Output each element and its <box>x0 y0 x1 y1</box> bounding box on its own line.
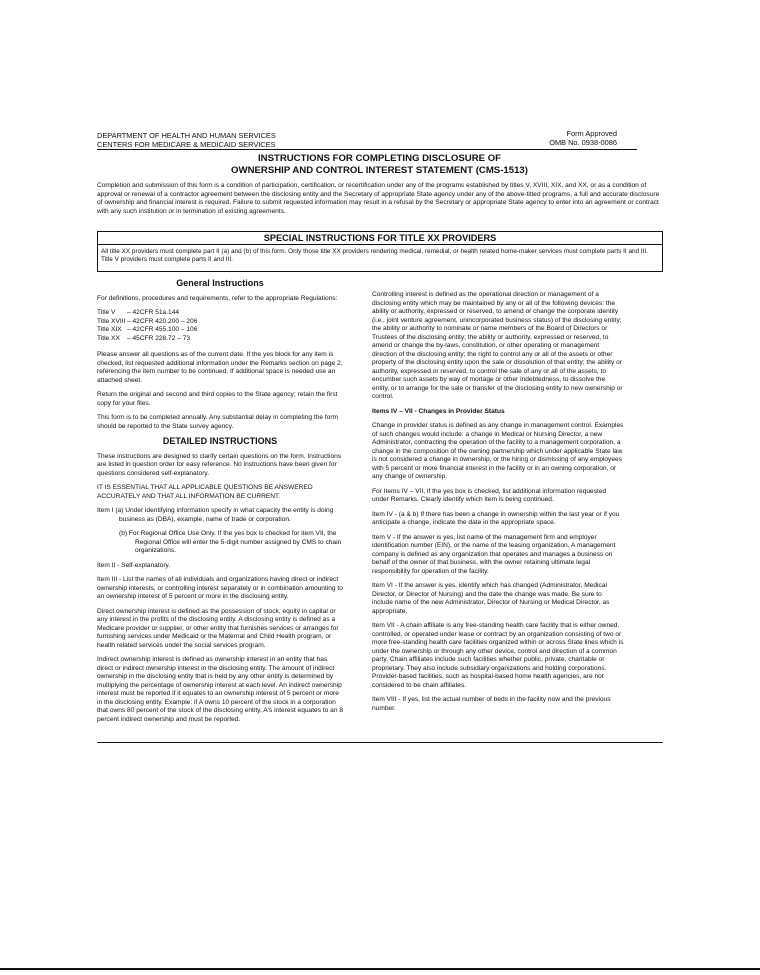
special-instructions-text: All title XX providers must complete part II (a) and (b) of this form. Only those title XX providers rendering medical, remedial, or health related home-maker services must complete parts II and III. Title V providers must complete parts II and III. <box>101 248 648 264</box>
item-2: Item II - Self-explanatory. <box>97 561 171 569</box>
intro-paragraph: Completion and submission of this form is a condition of participation, certification, or recertification under any of the programs established by titles V, XVIII, XIX, and XX, or as a condition of approval or renewal of a contractor agreement between the disclosing entity and the Secretary of appropriate State agency under any of the above-titled programs, a full and accurate disclosure of ownership and financial interest is required. Failure to submit requested information may result in a refusal by the Secretary or appropriate State agency to enter into an agreement or contract with any such institution or in termination of existing agreements. <box>97 182 660 215</box>
reg-title: Title V <box>97 309 116 316</box>
annual-paragraph: This form is to be completed annually. Any substantial delay in completing the form should be reported to the State survey agency. <box>97 414 339 430</box>
item-4: Item IV - (a & b) If there has been a change in ownership within the last year or if you anticipate a change, indicate the date in the appropriate space. <box>372 510 620 526</box>
item-1a: Item I (a) Under identifying information specify in what capacity the entity is doing business as (DBA), example, name of trade or corporation. <box>97 507 334 523</box>
special-instructions-box <box>97 231 663 272</box>
reg-cfr: – 42CFR 420.200 – 206 <box>127 317 198 325</box>
page-bottom-edge <box>0 968 760 970</box>
item-6: Item VI - If the answer is yes, identify which has changed (Administrator, Medical Director, or Director of Nursing) and the date the change was made. Be sure to include name of the new Administrator, Director of Nursing or Medical Director, as appropriate. <box>372 582 610 615</box>
right-column <box>372 291 624 719</box>
title-line-1: INSTRUCTIONS FOR COMPLETING DISCLOSURE OF <box>257 153 502 164</box>
definitions-paragraph: For definitions, procedures and requirements, refer to the appropriate Regulations: <box>97 294 338 302</box>
for-items-paragraph: For Items IV – VII, if the yes box is checked, list additional information requested under Remarks. Clearly identify which item is being continued. <box>372 487 607 503</box>
detailed-paragraph: These instructions are designed to clarify certain questions on the form. Instructions are listed in question order for easy reference. No instructions have been given for questions considered self-explanatory. <box>97 452 342 477</box>
special-instructions-title: SPECIAL INSTRUCTIONS FOR TITLE XX PROVIDERS <box>98 233 662 245</box>
change-status-paragraph: Change in provider status is defined as any change in management control. Examples of such changes would include: a change in Medical or Nursing Director, a new Administrator, contracting the operation of the facility to a management corporation, a change in the composition of the owning partnership which under applicable State law is not considered a change in ownership, or the hiring or dismissing of any employees with 5 percent or more financial interest in the facility or in an owning corporation, or any change of ownership. <box>372 422 624 480</box>
reg-cfr: – 42CFR 455.100 – 106 <box>127 326 198 333</box>
omb-number: OMB No. 0938-0086 <box>549 138 617 147</box>
item-3: Item III - List the names of all individuals and organizations having direct or indirect ownership interests, or controlling interest separately or in combination amounting to an ownership interest of 5 percent or more in the disclosing entity. <box>97 576 343 600</box>
centers-name: CENTERS FOR MEDICARE & MEDICAID SERVICES <box>97 140 637 150</box>
changes-heading: Items IV – VII - Changes in Provider Status <box>372 407 505 415</box>
item-8: Item VIII - If yes, list the actual number of beds in the facility now and the previous number. <box>372 696 611 712</box>
department-name: DEPARTMENT OF HEALTH AND HUMAN SERVICES <box>97 131 276 140</box>
section-divider <box>97 742 663 743</box>
form-approval-block <box>549 129 617 147</box>
essential-paragraph: IT IS ESSENTIAL THAT ALL APPLICABLE QUESTIONS BE ANSWERED ACCURATELY AND THAT ALL INFORMATION BE CURRENT. <box>97 484 313 500</box>
direct-ownership-paragraph: Direct ownership interest is defined as the possession of stock, equity in capital or any interest in the profits of the disclosing entity. A disclosing entity is defined as a Medicare provider or supplier, or other entity that furnishes services or arranges for furnishing services under Medicaid or the Maternal and Child Health program, or health related services under the social services program. <box>97 607 339 649</box>
document-title <box>97 153 662 177</box>
reg-cfr: – 45CFR 228.72 – 73 <box>127 334 191 342</box>
detailed-instructions-heading: DETAILED INSTRUCTIONS <box>162 436 278 446</box>
regulations-list <box>97 309 343 343</box>
indirect-ownership-paragraph: Indirect ownership interest is defined as ownership interest in an entity that has direct or indirect ownership interest in the disclosing entity. The amount of indirect ownership in the disclosing entity that is held by any other entity is determined by multiplying the percentage of ownership interest at each level. An indirect ownership interest must be reported if it equates to an ownership interest of 5 percent or more in the disclosing entity. Example: if A owns 10 percent of the stock in a corporation that owns 80 percent of the stock of the disclosing entity, A's interest equates to an 8 percent indirect ownership and must be reported. <box>97 656 343 723</box>
item-1b: (b) For Regional Office Use Only. If the yes box is checked for item VII, the Regional Office will enter the 5-digit number assigned by CMS to chain organizations. <box>119 530 342 554</box>
controlling-interest-paragraph: Controlling interest is defined as the operational direction or management of a disclosing entity which may be maintained by any or all of the following devices: the ability or authority, expressed or reserved, to amend or change the corporate identity (i.e., joint venture agreement, unincorporated business status) of the disclosing entity; the ability or authority to nominate or name members of the Board of Directors or Trustees of the disclosing entity; the ability or authority, expressed or reserved, to amend or change the by-laws, constitution, or other operating or management direction of the disclosing entity; the right to control any or all of the assets or other property of the disclosing entity upon the sale or dissolution of that entity; the ability or authority, expressed or reserved, to control the sale of any or all of the assets, to encumber such assets by way of mortage or other indebtedness, to dissolve the entity, or to arrange for the sale or transfer of the disclosing entity to new ownership or control. <box>372 291 623 400</box>
reg-title: Title XIX <box>97 326 122 333</box>
reg-cfr: – 42CFR 51a.144 <box>127 309 180 316</box>
title-line-2: OWNERSHIP AND CONTROL INTEREST STATEMENT (CMS-1513) <box>231 165 528 176</box>
reg-title: Title XX <box>97 334 120 342</box>
general-instructions-heading: General Instructions <box>176 278 264 288</box>
reg-title: Title XVIII <box>97 317 126 325</box>
form-approved-label: Form Approved <box>566 129 617 138</box>
item-5: Item V - If the answer is yes, list name of the management firm and employer identification number (EIN), or the name of the leasing organization. A management company is defined as any organization that operates and manages a business on behalf of the owner of that business, with the owner retaining ultimate legal responsibility for operation of the facility. <box>372 533 616 575</box>
left-column <box>97 279 343 730</box>
item-7: Item VII - A chain affiliate is any free-standing health care facility that is either owned, controlled, or operated under lease or contract by an organization consisting of two or more free-standing health care facilities organized within or across State lines which is under the ownership or through any other device, control and direction of a common party. Chain affiliates include such facilities whether public, private, charitable or proprietary. They also include subsidiary organizations and holding corporations. Provider-based facilities, such as hospital-based home health agencies, are not considered to be chain affiliates. <box>372 622 624 689</box>
answer-paragraph: Please answer all questions as of the current date. If the yes block for any item is checked, list requested additional information under the Remarks section on page 2, referencing the item number to be continued. If additional space is needed use an attached sheet. <box>97 351 343 384</box>
return-paragraph: Return the original and second and third copies to the State agency; retain the first copy for your files. <box>97 391 338 407</box>
